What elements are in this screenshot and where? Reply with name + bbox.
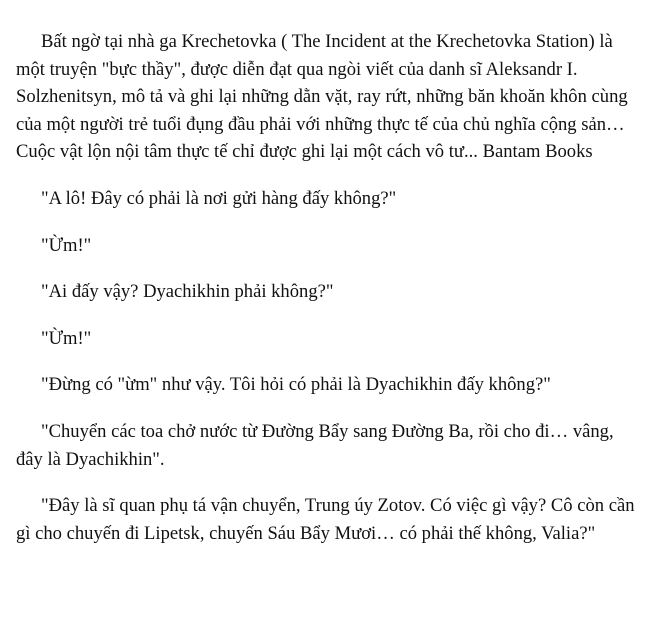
dialogue-line-3: "Ai đấy vậy? Dyachikhin phải không?" <box>41 281 334 303</box>
dialogue-line-7: "Đây là sĩ quan phụ tá vận chuyển, Trung úy Zotov. Có việc gì vậy? Cô còn cần gì cho chuyến đi Lipetsk, chuyến Sáu Bẩy Mươi… có phải thế không, Valia?" <box>16 495 635 544</box>
dialogue-line-6: "Chuyển các toa chở nước từ Đường Bẩy sang Đường Ba, rồi cho đi… vâng, đây là Dyachikhin". <box>16 420 614 470</box>
dialogue-line-2: "Ừm!" <box>41 234 92 256</box>
dialogue-line-1: "A lô! Đây có phải là nơi gửi hàng đấy không?" <box>41 187 397 209</box>
dialogue-line-5: "Đừng có "ừm" như vậy. Tôi hỏi có phải là Dyachikhin đấy không?" <box>41 374 551 396</box>
dialogue-line-4: "Ừm!" <box>41 327 92 349</box>
intro-paragraph: Bất ngờ tại nhà ga Krechetovka ( The Incident at the Krechetovka Station) là một truyện "bực thầy", được diễn đạt qua ngòi viết của danh sĩ Aleksandr I. Solzhenitsyn, mô tả và ghi lại những dằn vặt, ray rứt, những băn khoăn khôn cùng của một người trẻ tuổi đụng đầu phải với những thực tế của chủ nghĩa cộng sản… Cuộc vật lộn nội tâm thực tế chỉ được ghi lại một cách vô tư... Bantam Books <box>16 31 628 163</box>
